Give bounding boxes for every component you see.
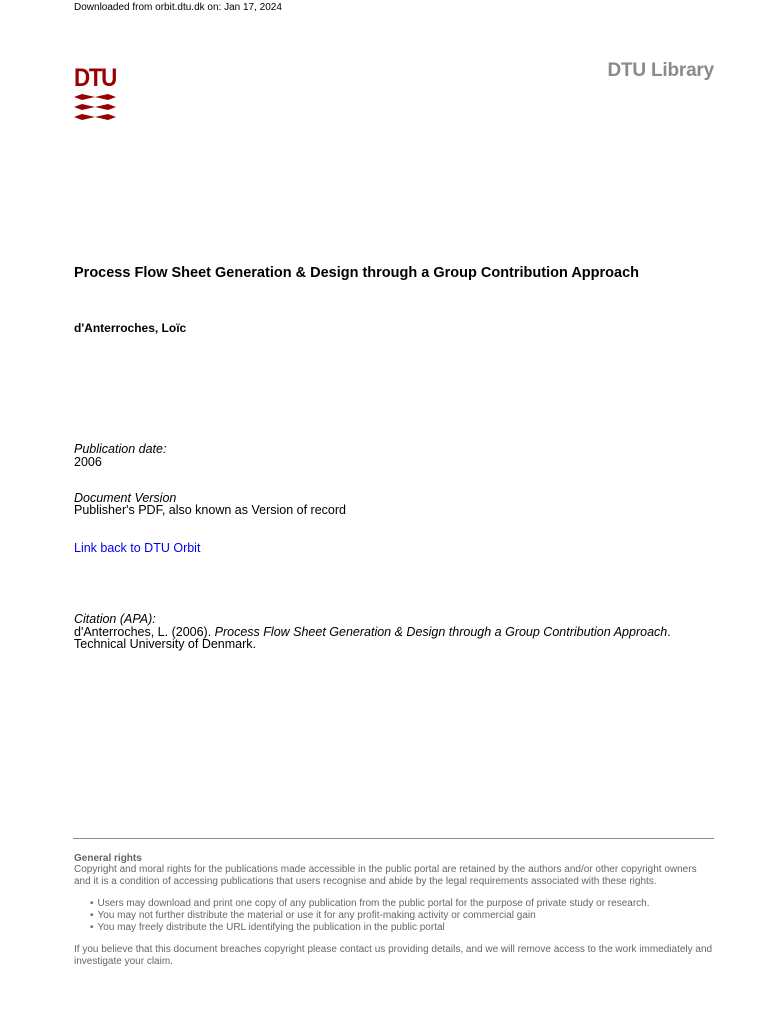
publication-date-label: Publication date: [74, 442, 167, 456]
svg-text:DTU: DTU [74, 64, 117, 92]
general-rights-heading: General rights [74, 853, 142, 864]
citation-suffix: . [667, 625, 671, 639]
citation-publisher: Technical University of Denmark. [74, 637, 257, 651]
general-rights-text: Copyright and moral rights for the publications made accessible in the public portal are retained by the authors and/or other copyright owners and it is a condition of accessing publications that users recognise and abide by the legal requirements associated with these rights. [74, 864, 697, 887]
citation-label: Citation (APA): [74, 612, 156, 626]
document-title: Process Flow Sheet Generation & Design through a Group Contribution Approach [74, 265, 639, 281]
dtu-logo [74, 64, 120, 126]
dtu-library-label: DTU Library [607, 60, 714, 81]
citation-title: Process Flow Sheet Generation & Design through a Group Contribution Approach [214, 625, 668, 639]
general-rights-item: • You may freely distribute the URL identifying the publication in the public portal [90, 922, 649, 934]
download-note: Downloaded from orbit.dtu.dk on: Jan 17, 2024 [74, 2, 282, 13]
document-version-value: Publisher's PDF, also known as Version of record [74, 503, 346, 517]
document-author: d'Anterroches, Loïc [74, 321, 187, 335]
general-rights-list [90, 898, 649, 934]
general-rights-item: • You may not further distribute the material or use it for any profit-making activity or commercial gain [90, 910, 649, 922]
publication-date-value: 2006 [74, 455, 102, 469]
citation-prefix: d'Anterroches, L. (2006). [74, 625, 215, 639]
general-rights-item: • Users may download and print one copy of any publication from the public portal for the purpose of private study or research. [90, 898, 649, 910]
dtu-orbit-link[interactable]: Link back to DTU Orbit [74, 541, 201, 555]
general-rights-contact: If you believe that this document breaches copyright please contact us providing details, and we will remove access to the work immediately and investigate your claim. [74, 944, 713, 967]
footer-divider [73, 838, 714, 839]
document-version-label: Document Version [74, 491, 177, 505]
